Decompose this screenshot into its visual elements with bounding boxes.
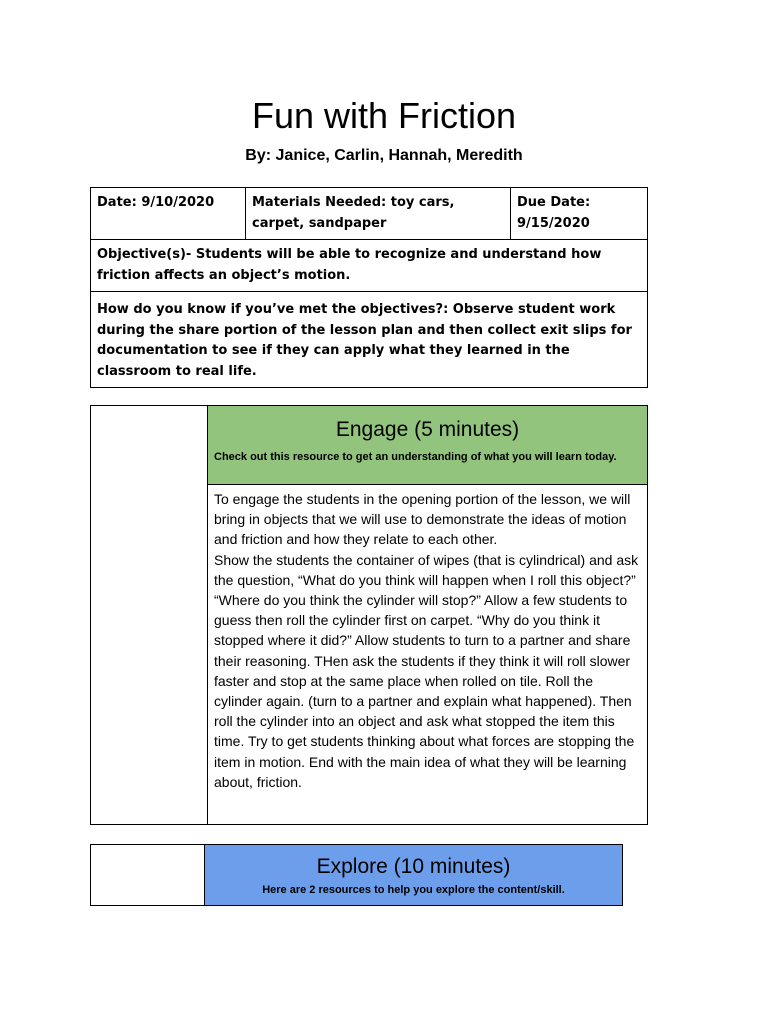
engage-subtitle: Check out this resource to get an understanding of what you will learn today. — [214, 451, 617, 463]
engage-header — [208, 406, 648, 485]
due-date-cell: Due Date: 9/15/2020 — [511, 188, 648, 240]
explore-subtitle: Here are 2 resources to help you explore the content/skill. — [262, 884, 565, 896]
lesson-info-table — [90, 187, 648, 388]
engage-paragraph: Show the students the container of wipes (that is cylindrical) and ask the question, “What do you think will happen when I roll this object?” “Where do you think the cylinder will stop?” Allow a few students to guess then roll the cylinder first on carpet. “Why do you think it stopped where it did?” Allow students to turn to a partner and share their reasoning. THen ask the students if they think it will roll slower faster and stop at the same place when rolled on tile. Roll the cylinder again. (turn to a partner and explain what happened). Then roll the cylinder into an object and ask what stopped the item this time. Try to get students thinking about what forces are stopping the item in motion. End with the main idea of what they will be learning about, friction. — [214, 551, 639, 790]
authors-line: By: Janice, Carlin, Hannah, Meredith — [245, 147, 523, 164]
explore-section — [90, 844, 623, 906]
engage-body — [208, 485, 648, 825]
explore-title: Explore (10 minutes) — [316, 855, 511, 878]
objectives-cell: Objective(s)- Students will be able to recognize and understand how friction affects an object’s motion. — [91, 240, 648, 292]
engage-side-cell — [91, 406, 208, 825]
engage-section — [90, 405, 648, 825]
explore-side-cell — [91, 845, 205, 906]
engage-paragraph: To engage the students in the opening portion of the lesson, we will bring in objects that we will use to demonstrate the ideas of motion and friction and how they relate to each other. — [214, 491, 631, 548]
materials-cell: Materials Needed: toy cars, carpet, sandpaper — [246, 188, 511, 240]
page-title: Fun with Friction — [251, 95, 517, 136]
date-cell: Date: 9/10/2020 — [91, 188, 246, 240]
engage-title: Engage (5 minutes) — [335, 418, 520, 441]
explore-header — [205, 845, 623, 906]
assessment-cell: How do you know if you’ve met the objectives?: Observe student work during the share portion of the lesson plan and then collect exit slips for documentation to see if they can apply what they learned in the classroom to real life. — [91, 292, 648, 388]
